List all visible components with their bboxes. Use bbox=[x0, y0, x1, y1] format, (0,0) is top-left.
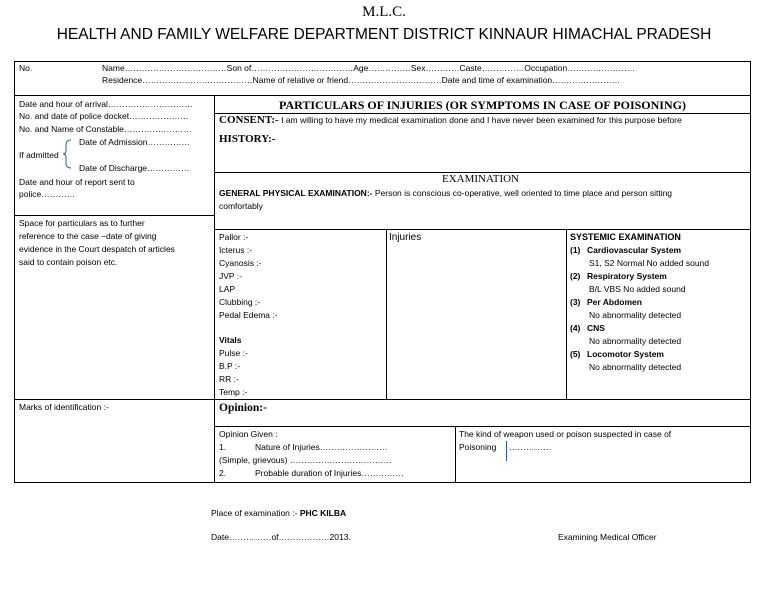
temp-field: Temp :- bbox=[219, 387, 248, 397]
text-cursor bbox=[506, 441, 507, 461]
system-name: Respiratory System bbox=[587, 271, 667, 281]
row-divider bbox=[14, 399, 751, 400]
row-divider bbox=[14, 215, 214, 216]
system-name: Per Abdomen bbox=[587, 297, 642, 307]
rr-field: RR :- bbox=[219, 374, 239, 384]
no-label: No. bbox=[19, 63, 33, 73]
weapon-label-2: Poisoning bbox=[459, 442, 497, 452]
table-border-left bbox=[14, 61, 15, 482]
brace-icon bbox=[62, 139, 74, 169]
system-name: Locomotor System bbox=[587, 349, 664, 359]
report-field-police: police………… bbox=[19, 189, 76, 199]
duration-number: 2. bbox=[219, 468, 227, 478]
pallor-field: Pallor :- bbox=[219, 232, 249, 242]
weapon-dots: …………… bbox=[509, 442, 552, 452]
history-label: HISTORY:- bbox=[219, 133, 276, 145]
system-name: CNS bbox=[587, 323, 605, 333]
pedal-edema-field: Pedal Edema :- bbox=[219, 310, 278, 320]
department-heading: HEALTH AND FAMILY WELFARE DEPARTMENT DISTRICT KINNAUR HIMACHAL PRADESH bbox=[56, 26, 712, 43]
nature-number: 1. bbox=[219, 442, 227, 452]
column-divider bbox=[455, 426, 456, 482]
system-finding: No abnormality detected bbox=[589, 310, 682, 320]
space-note-line: said to contain poison etc. bbox=[19, 257, 118, 267]
gpe-label: GENERAL PHYSICAL EXAMINATION:- bbox=[219, 188, 373, 198]
column-divider bbox=[386, 229, 387, 399]
nature-field: Nature of Injuries…………………… bbox=[255, 442, 388, 452]
name-line: Name………………………………Son of………………………………Age……………Sex…………Caste……………Occupation…………………… bbox=[102, 63, 636, 73]
bp-field: B.P :- bbox=[219, 361, 241, 371]
injuries-label: Injuries bbox=[389, 232, 422, 243]
date-field: Date……………of………………2013. bbox=[211, 532, 351, 542]
place-of-examination bbox=[211, 508, 346, 519]
lap-field: LAP bbox=[219, 284, 236, 294]
table-border-top bbox=[14, 61, 751, 62]
table-border-bottom bbox=[14, 482, 751, 483]
marks-label: Marks of identification :- bbox=[19, 402, 109, 412]
if-admitted-label: If admitted bbox=[19, 150, 59, 160]
place-label: Place of examination :- bbox=[211, 508, 298, 518]
system-number: (2) bbox=[570, 271, 581, 281]
icterus-field: Icterus :- bbox=[219, 245, 253, 255]
system-finding: B/L VBS No added sound bbox=[589, 284, 686, 294]
row-divider bbox=[214, 426, 751, 427]
simple-grievous-field: (Simple, grievous) ……………………………… bbox=[219, 455, 392, 465]
systemic-heading: SYSTEMIC EXAMINATION bbox=[570, 232, 681, 242]
opinion-given-label: Opinion Given : bbox=[219, 429, 278, 439]
pulse-field: Pulse :- bbox=[219, 348, 248, 358]
table-border-right bbox=[750, 61, 751, 482]
row-divider bbox=[214, 229, 751, 230]
constable-field: No. and Name of Constable…………………… bbox=[19, 124, 192, 134]
consent-label: CONSENT:- bbox=[219, 114, 279, 126]
vitals-label: Vitals bbox=[219, 335, 242, 345]
system-finding: S1, S2 Normal No added sound bbox=[589, 258, 710, 268]
column-divider bbox=[214, 95, 215, 482]
system-number: (3) bbox=[570, 297, 581, 307]
jvp-field: JVP :- bbox=[219, 271, 242, 281]
space-note-line: evidence in the Court despatch of articles bbox=[19, 244, 175, 254]
cyanosis-field: Cyanosis :- bbox=[219, 258, 262, 268]
space-note-line: Space for particulars as to further bbox=[19, 218, 145, 228]
consent-text: I am willing to have my medical examination done and I have never been examined for this purpose before bbox=[278, 115, 682, 125]
system-number: (5) bbox=[570, 349, 581, 359]
form-title: M.L.C. bbox=[362, 4, 406, 20]
gpe-text: Person is conscious co-operative, well oriented to time place and person sitting bbox=[372, 188, 673, 198]
system-number: (1) bbox=[570, 245, 581, 255]
duration-field: Probable duration of Injuries…………… bbox=[255, 468, 404, 478]
system-finding: No abnormality detected bbox=[589, 362, 682, 372]
opinion-label: Opinion:- bbox=[219, 402, 267, 414]
system-finding: No abnormality detected bbox=[589, 336, 682, 346]
examination-heading: EXAMINATION bbox=[442, 173, 519, 185]
particulars-heading: PARTICULARS OF INJURIES (OR SYMPTOMS IN CASE OF POISONING) bbox=[279, 98, 686, 112]
report-field: Date and hour of report sent to bbox=[19, 177, 135, 187]
consent-line bbox=[219, 115, 682, 126]
space-note-line: reference to the case –date of giving bbox=[19, 231, 157, 241]
discharge-field: Date of Discharge…………… bbox=[79, 163, 190, 173]
place-value: PHC KILBA bbox=[299, 508, 347, 518]
weapon-label: The kind of weapon used or poison suspected in case of bbox=[459, 429, 672, 439]
gpe-line-2: comfortably bbox=[219, 201, 263, 211]
system-name: Cardiovascular System bbox=[587, 245, 682, 255]
clubbing-field: Clubbing :- bbox=[219, 297, 261, 307]
police-docket-field: No. and date of police docket………………… bbox=[19, 111, 189, 121]
system-number: (4) bbox=[570, 323, 581, 333]
column-divider bbox=[566, 229, 567, 399]
officer-signature-label: Examining Medical Officer bbox=[558, 532, 657, 542]
residence-line: Residence…………………………………Name of relative or friend……………………………Date and time of examination…………………… bbox=[102, 75, 621, 85]
admission-field: Date of Admission…………… bbox=[79, 137, 191, 147]
row-divider bbox=[14, 95, 751, 96]
gpe-line bbox=[219, 188, 672, 199]
row-divider bbox=[214, 113, 751, 114]
arrival-field: Date and hour of arrival………………………… bbox=[19, 99, 193, 109]
